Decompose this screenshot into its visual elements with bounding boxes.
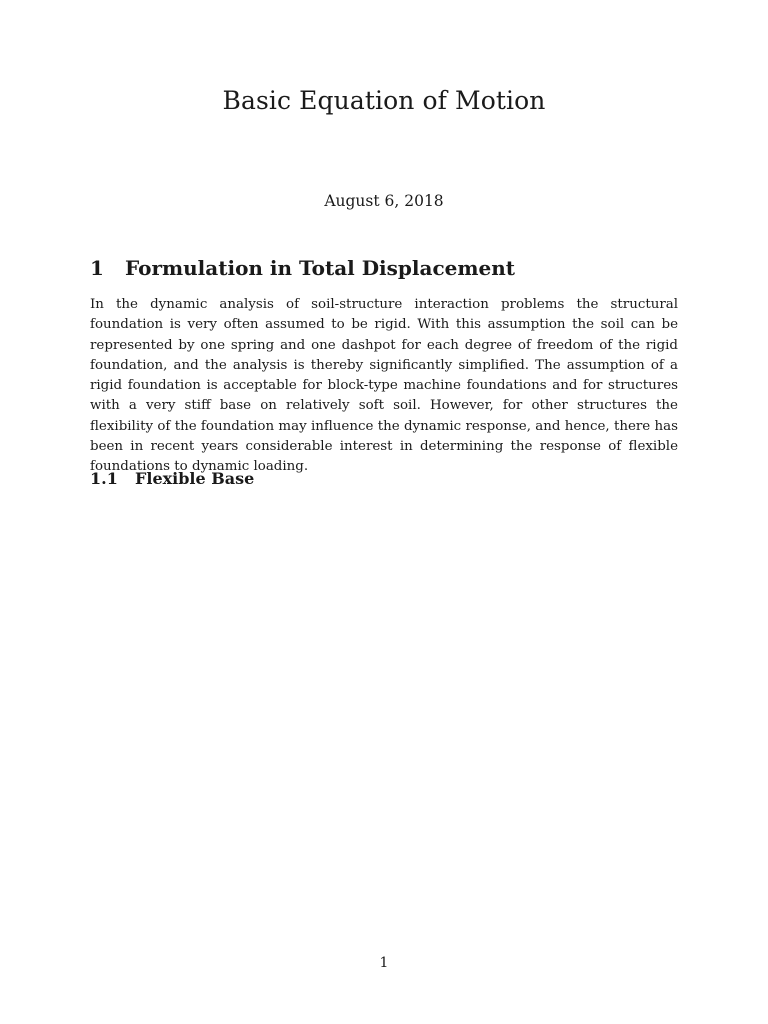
section-paragraph: In the dynamic analysis of soil-structure interaction problems the structural foundation is very often assumed to be rigid. With this assumption the soil can be represented by one spring and one dashpot for each degree of freedom of the rigid foundation, and the analysis is thereby significantly simplified. The assumption of a rigid foundation is acceptable for block-type machine foundations and for structures with a very stiff base on relatively soft soil. However, for other structures the flexibility of the foundation may influence the dynamic response, and hence, there has been in recent years considerable interest in determining the response of flexible foundations to dynamic loading. [90,297,678,475]
subsection-number: 1.1 [90,469,118,488]
section-number: 1 [90,256,104,280]
document-title: Basic Equation of Motion [222,86,546,115]
subsection-heading [90,469,254,488]
subsection-title: Flexible Base [135,469,255,488]
section-title: Formulation in Total Displacement [125,256,516,280]
page-number: 1 [379,955,389,971]
section-heading [90,256,515,280]
document-date: August 6, 2018 [324,192,444,210]
